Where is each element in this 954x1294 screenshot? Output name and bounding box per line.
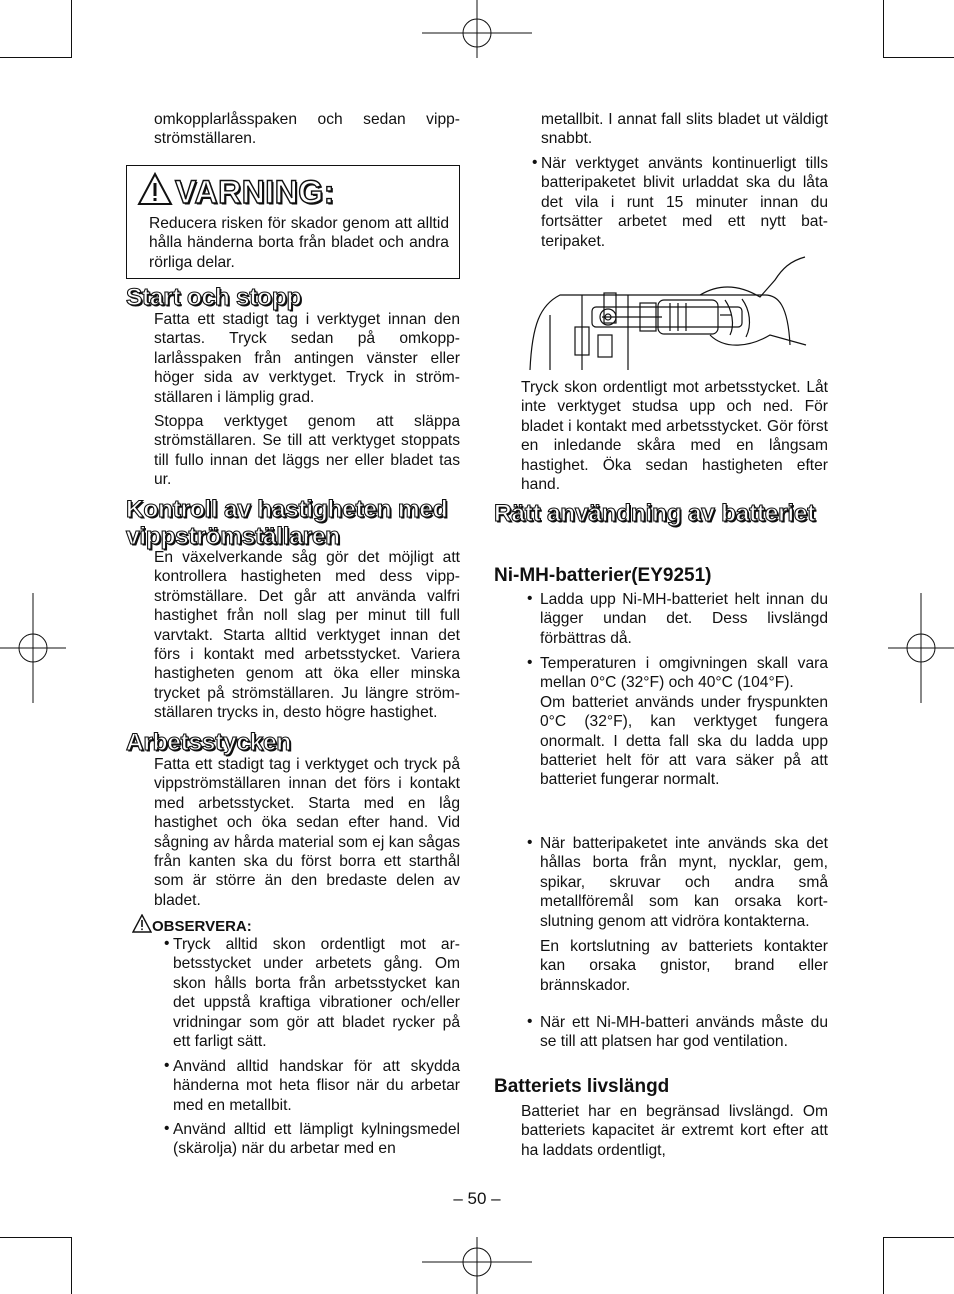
bullet-text: Tryck alltid skon ordentligt mot arbetsstycket under arbetets gång. Om skon hålls borta från arbetsstycket kan det uppstå kraftiga vibrationer och/eller vridningar som gör att bladet rycker på ett farligt sätt. bbox=[173, 936, 460, 1051]
battery-bullet-4 bbox=[527, 1013, 828, 1052]
heading-speed-control: Kontroll av hastigheten med vippströmställaren bbox=[126, 496, 448, 550]
observe-bullet-2 bbox=[164, 1057, 460, 1115]
battery-bullet-3 bbox=[527, 834, 828, 995]
observe-text: OBSERVERA: bbox=[152, 918, 252, 935]
battery-bullet-1 bbox=[527, 590, 828, 648]
bullet-glyph: • bbox=[164, 1120, 170, 1137]
battery-bullet-2 bbox=[527, 654, 828, 790]
start-paragraph-2: Stoppa verktyget genom att släppa strömställaren. Se till att verktyget stoppats till fullo innan det läggs ner eller bladet tas ur. bbox=[154, 413, 460, 489]
bullet-text: Ladda upp Ni-MH-batteriet helt innan du lägger undan det. Dess livslängd förbättras då. bbox=[540, 591, 828, 647]
bullet-text: När verktyget använts kontinuerligt tills batteripaketet blivit urladdat ska du låta det vila i runt 15 minuter innan du fortsätter arbetet med ett nytt batteripaket. bbox=[541, 155, 828, 250]
bullet-glyph: • bbox=[164, 1057, 170, 1074]
intro-text: omkopplarlåsspaken och sedan vippströmställaren. bbox=[154, 111, 460, 148]
bullet-glyph: • bbox=[527, 590, 533, 607]
bullet-text: När batteripaketet inte används ska det hållas borta från mynt, nycklar, gem, spikar, skruvar och andra små metallföremål som kan orsaka kortslutning genom att vidröra kontakterna. bbox=[540, 835, 828, 930]
subheading-battery-life: Batteriets livslängd bbox=[494, 1076, 670, 1097]
observe-bullet-1 bbox=[164, 935, 460, 1051]
heading-workpieces: Arbetsstycken bbox=[126, 729, 291, 756]
bullet-glyph: • bbox=[527, 1013, 533, 1030]
bullet-text-continued: Om batteriet används under fryspunkten 0°C (32°F), kan verktyget fungera onormalt. I detta fall ska du ladda upp batteriet helt för att vara säker på att batteriet fungerar normalt. bbox=[540, 693, 828, 789]
bullet-glyph: • bbox=[527, 834, 533, 851]
page-number: – 50 – bbox=[453, 1189, 501, 1208]
heading-start-stop: Start och stopp bbox=[126, 284, 302, 311]
bullet-text: Temperaturen i omgivningen skall vara mellan 0°C (32°F) och 40°C (104°F). bbox=[540, 655, 828, 692]
warning-triangle-icon bbox=[137, 172, 173, 206]
workpieces-paragraph: Fatta ett stadigt tag i verktyget och tryck på vippströmställaren innan det förs i kontakt med arbetsstycket. Starta med en låg hastighet och öka sedan efter hand. Vid sågning av hårda material som ej kan sågas från kanten ska du först borra ett starthål som är större än den bredaste delen av bladet. bbox=[154, 756, 460, 909]
bullet-glyph: • bbox=[527, 654, 533, 671]
start-paragraph-1: Fatta ett stadigt tag i verktyget innan den startas. Tryck sedan på omkopplarlåsspaken från antingen vänster eller höger sida av verktyget. Tryck in strömställaren i lämplig grad. bbox=[154, 311, 460, 406]
battery-life-paragraph: Batteriet har en begränsad livslängd. Om batteriets kapacitet är extremt kort efter att ha laddats ordentligt, bbox=[521, 1103, 828, 1159]
saw-illustration bbox=[520, 255, 810, 373]
bullet-text-continued: En kortslutning av batteriets kontakter kan orsaka gnistor, brand eller brännskador. bbox=[540, 938, 828, 994]
figure-caption: Tryck skon ordentligt mot arbetsstycket. Låt inte verktyget studsa upp och ned. För bladet i kontakt med arbetsstycket. Gör först en inledande skåra med en långsam hastighet. Öka sedan hastigheten efter hand. bbox=[521, 379, 828, 494]
warning-text: Reducera risken för skador genom att alltid hålla händerna borta från bladet och andra rörliga delar. bbox=[149, 215, 449, 271]
warning-title: VARNING: bbox=[175, 174, 335, 210]
bullet-text: Använd alltid ett lämpligt kylningsmedel (skärolja) när du arbetar med en bbox=[173, 1121, 460, 1158]
right-bullet-continuous bbox=[532, 154, 828, 251]
observe-bullet-3 bbox=[164, 1120, 460, 1159]
bullet-glyph: • bbox=[532, 154, 538, 171]
subheading-nimh: Ni-MH-batterier(EY9251) bbox=[494, 565, 712, 586]
heading-battery-use: Rätt användning av batteriet bbox=[494, 500, 816, 527]
caution-triangle-icon bbox=[132, 914, 152, 933]
bullet-glyph: • bbox=[164, 935, 170, 952]
observe-label bbox=[132, 914, 252, 936]
bullet-text: När ett Ni-MH-batteri används måste du se till att platsen har god ventilation. bbox=[540, 1014, 828, 1051]
right-continued-text: metallbit. I annat fall slits bladet ut väldigt snabbt. bbox=[541, 111, 828, 148]
bullet-text: Använd alltid handskar för att skydda händerna mot heta flisor när du arbetar med en metallbit. bbox=[173, 1058, 460, 1114]
warning-box bbox=[126, 165, 460, 279]
speed-paragraph: En växelverkande såg gör det möjligt att kontrollera hastigheten med dess vippströmställare. Det går att använda valfri hastighet från noll slag per minut till full varvtakt. Starta alltid verktyget innan det förs i kontakt med arbetsstycket. Variera hastigheten genom att öka eller minska trycket på strömställaren. Ju längre strömställaren trycks in, desto högre hastighet. bbox=[154, 549, 460, 722]
